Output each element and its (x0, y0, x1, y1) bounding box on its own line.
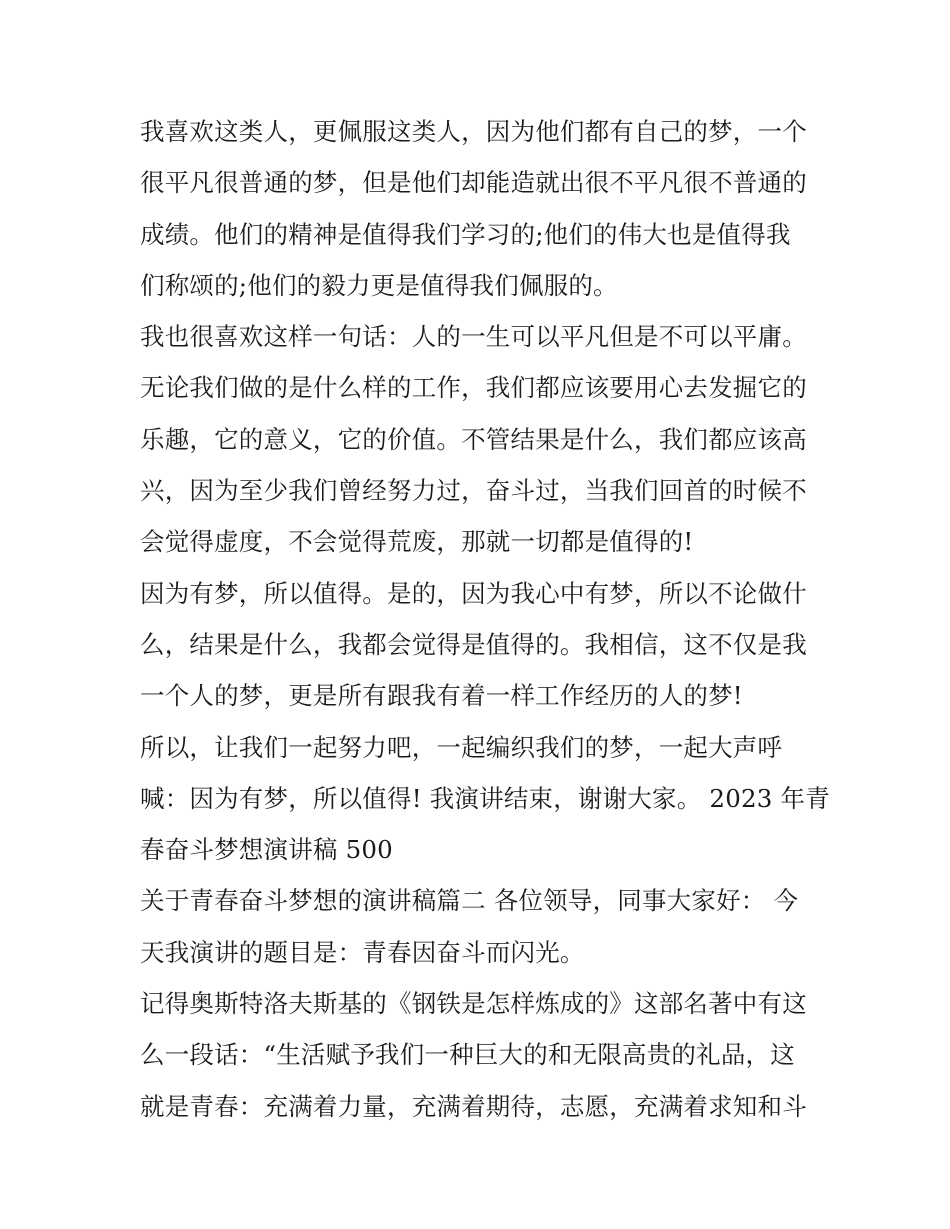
text-line: 成绩。他们的精神是值得我们学习的;他们的伟大也是值得我 (140, 219, 791, 249)
text-line: 天我演讲的题目是：青春因奋斗而闪光。 (140, 937, 585, 967)
text-line: 所以，让我们一起努力吧，一起编织我们的梦，一起大声呼 (140, 732, 783, 762)
text-line: 我也很喜欢这样一句话：人的一生可以平凡但是不可以平庸。 (140, 322, 807, 352)
text-line: 记得奥斯特洛夫斯基的《钢铁是怎样炼成的》这部名著中有这 (140, 989, 807, 1019)
document-body (140, 106, 830, 1132)
text-line: 么，结果是什么，我都会觉得是值得的。我相信，这不仅是我 (140, 629, 807, 659)
text-line: 兴，因为至少我们曾经努力过，奋斗过，当我们回首的时候不 (140, 476, 807, 506)
text-line: 我喜欢这类人，更佩服这类人，因为他们都有自己的梦，一个 (140, 117, 807, 146)
text-line: 会觉得虚度，不会觉得荒废，那就一切都是值得的! (140, 527, 694, 557)
text-line: 们称颂的;他们的毅力更是值得我们佩服的。 (140, 270, 618, 300)
text-line: 乐趣，它的意义，它的价值。不管结果是什么，我们都应该高 (140, 424, 807, 454)
text-line: 就是青春：充满着力量，充满着期待，志愿，充满着求知和斗 (140, 1091, 807, 1121)
text-line: 么一段话：“生活赋予我们一种巨大的和无限高贵的礼品，这 (140, 1040, 795, 1070)
text-line: 很平凡很普通的梦，但是他们却能造就出很不平凡很不普通的 (140, 168, 807, 198)
text-line: 春奋斗梦想演讲稿 500 (140, 835, 393, 865)
text-line: 无论我们做的是什么样的工作，我们都应该要用心去发掘它的 (140, 373, 807, 403)
text-line: 因为有梦，所以值得。是的，因为我心中有梦，所以不论做什 (140, 578, 807, 608)
text-line: 关于青春奋斗梦想的演讲稿篇二 各位领导，同事大家好： 今 (140, 886, 799, 916)
text-line: 一个人的梦，更是所有跟我有着一样工作经历的人的梦! (140, 681, 743, 711)
text-line: 喊：因为有梦，所以值得! 我演讲结束，谢谢大家。 2023 年青 (140, 783, 830, 813)
